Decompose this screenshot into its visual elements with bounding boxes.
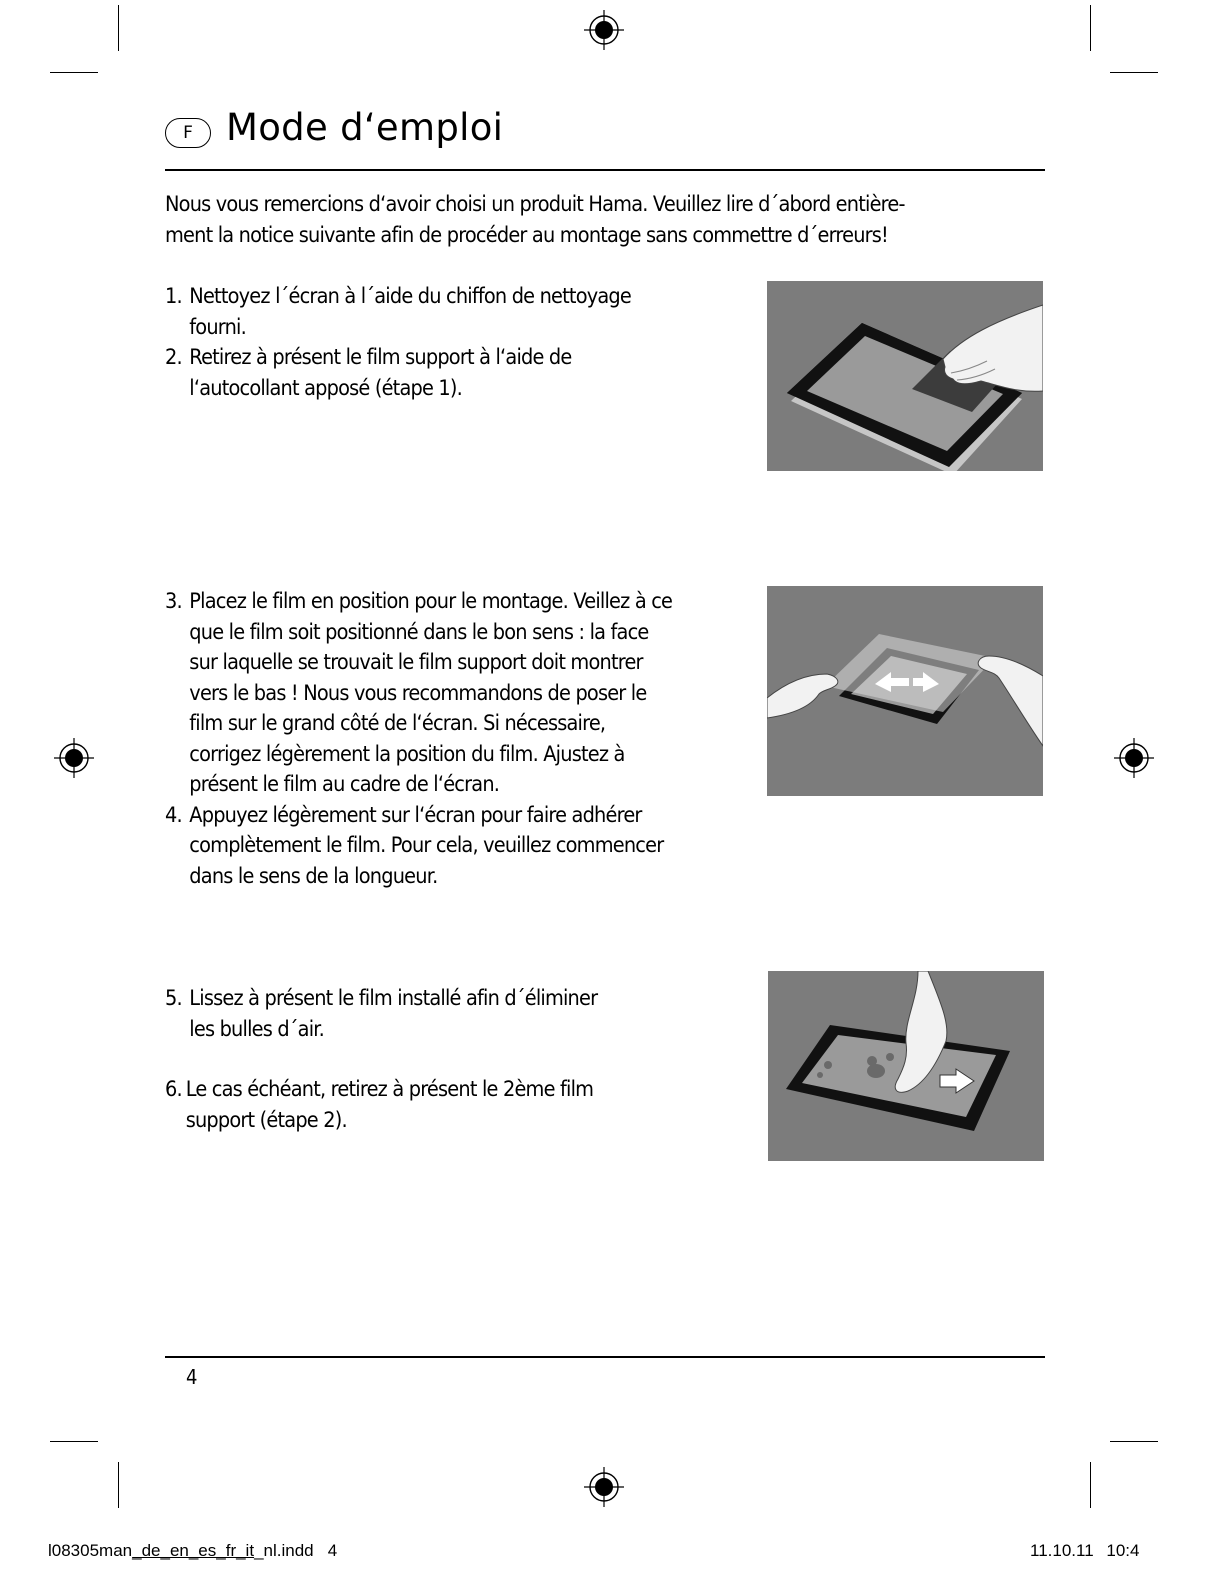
registration-mark-icon (1114, 738, 1154, 778)
step-text: dans le sens de la longueur. (189, 863, 438, 889)
crop-mark (118, 1462, 119, 1508)
registration-mark-icon (584, 1467, 624, 1507)
step-text: Placez le film en position pour le montage. Veillez à ce (189, 589, 673, 614)
crop-mark (1110, 1441, 1158, 1442)
crop-mark (118, 5, 119, 51)
step-number: 1. (165, 284, 182, 309)
step-text: Le cas échéant, retirez à présent le 2ème film (185, 1077, 594, 1102)
step-item (165, 282, 750, 343)
slug-text: l08305man (48, 1541, 133, 1560)
language-badge: F (165, 118, 211, 148)
step-number: 5. (165, 986, 182, 1011)
illustration-smooth-film (768, 971, 1044, 1161)
crop-mark (1090, 5, 1091, 51)
slug-text: _nl.indd 4 (254, 1541, 338, 1560)
crop-mark (50, 1441, 98, 1442)
step-text: Lissez à présent le film installé afin d´éliminer (189, 986, 598, 1011)
intro-line: ment la notice suivante afin de procéder au montage sans commettre d´erreurs! (165, 222, 889, 248)
step-text: complètement le film. Pour cela, veuillez commencer (189, 833, 664, 858)
step-text: Appuyez légèrement sur l‘écran pour faire adhérer (189, 802, 642, 828)
step-number: 4. (165, 802, 182, 828)
page-title: Mode d‘emploi (226, 106, 504, 149)
registration-mark-icon (54, 738, 94, 778)
tablet-smoothing-hand-icon (768, 971, 1044, 1161)
step-text: l‘autocollant apposé (étape 1). (189, 375, 463, 401)
intro-line: Nous vous remercions d‘avoir choisi un produit Hama. Veuillez lire d´abord entière- (165, 192, 905, 217)
slug-date: 11.10.11 (1030, 1541, 1094, 1560)
slug-time: 10:4 (1106, 1541, 1140, 1560)
registration-mark-icon (584, 10, 624, 50)
steps-list (165, 282, 750, 404)
step-number: 6. (165, 1077, 182, 1102)
step-text: corrigez légèrement la position du film. Ajustez à (189, 741, 625, 767)
intro-paragraph (165, 190, 1047, 251)
step-text: vers le bas ! Nous vous recommandons de poser le (189, 680, 647, 706)
header-rule (165, 169, 1045, 171)
step-number: 2. (165, 345, 182, 370)
print-date (1030, 1541, 1139, 1561)
steps-list (165, 587, 750, 892)
step-item (165, 801, 750, 893)
step-item (165, 343, 750, 404)
step-text: Nettoyez l´écran à l´aide du chiffon de nettoyage (189, 284, 631, 309)
print-slug (48, 1541, 337, 1561)
footer-rule (165, 1356, 1045, 1358)
step-text: film sur le grand côté de l‘écran. Si nécessaire, (189, 711, 606, 736)
steps-list (165, 984, 750, 1136)
crop-mark (1090, 1462, 1091, 1508)
step-text: sur laquelle se trouvait le film support doit montrer (189, 650, 643, 675)
step-text: que le film soit positionné dans le bon sens : la face (189, 619, 649, 645)
step-item (165, 984, 750, 1045)
step-number: 3. (165, 589, 182, 614)
tablet-hand-icon (767, 281, 1043, 471)
step-text: support (étape 2). (185, 1107, 347, 1133)
crop-mark (1110, 72, 1158, 73)
slug-text: _de_en_es_fr_it (132, 1541, 255, 1560)
step-item (165, 1075, 750, 1136)
illustration-position-film (767, 586, 1043, 796)
step-text: les bulles d´air. (189, 1016, 325, 1042)
step-text: fourni. (189, 314, 246, 340)
page-number: 4 (186, 1365, 198, 1389)
step-text: présent le film au cadre de l‘écran. (189, 772, 500, 797)
illustration-clean-screen (767, 281, 1043, 471)
step-item (165, 587, 750, 801)
crop-mark (50, 72, 98, 73)
tablet-two-hands-icon (767, 586, 1043, 796)
step-text: Retirez à présent le film support à l‘aide de (189, 345, 572, 370)
